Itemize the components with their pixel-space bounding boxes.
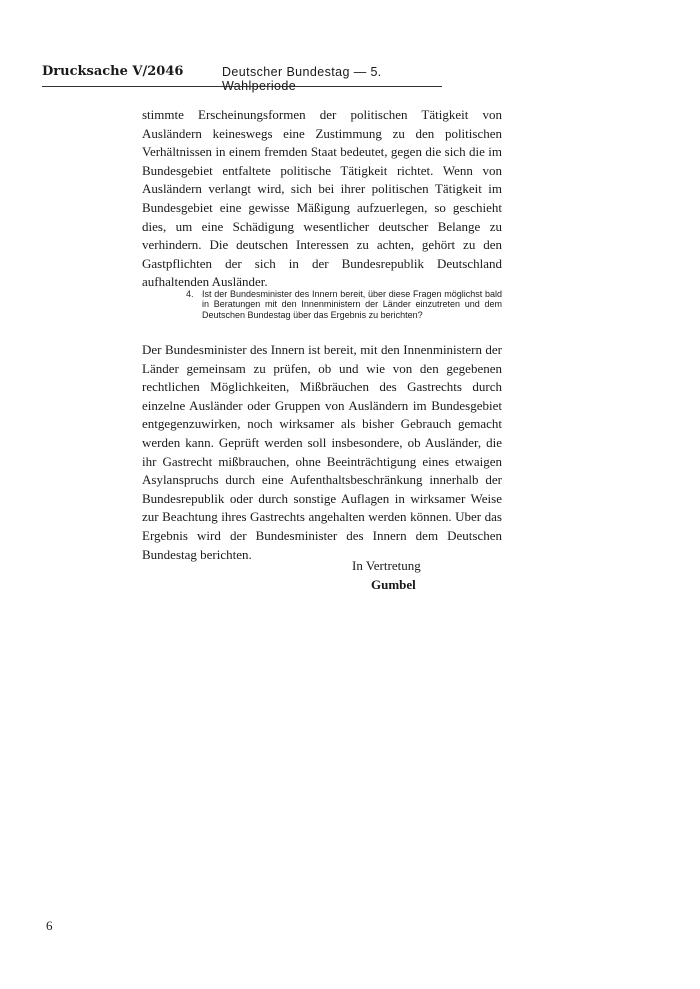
document-number: Drucksache V/2046 xyxy=(42,64,184,79)
closing-phrase: In Vertretung xyxy=(352,558,421,573)
question-number: 4. xyxy=(186,289,194,299)
question-text: Ist der Bundesminister des Innern bereit, über diese Fragen möglichst bald in Beratungen mit den Innenministern der Länder einzutreten und dem Deutschen Bundestag über das Ergebnis zu berichten? xyxy=(202,289,502,320)
page-number: 6 xyxy=(46,918,53,933)
running-title: Deutscher Bundestag — 5. Wahlperiode xyxy=(222,65,382,93)
signatory-name: Gumbel xyxy=(371,577,416,592)
page-header xyxy=(42,64,442,93)
paragraph-continuation: stimmte Erscheinungsformen der politischen Tätigkeit von Ausländern keineswegs eine Zustimmung zu den politischen Verhältnissen in einem fremden Staat bedeutet, gegen die sich die im Bundesgebiet entfaltete politische Tätigkeit richtet. Wenn von Ausländern verlangt wird, sich bei ihrer politischen Tätigkeit im Bundesgebiet eine gewisse Mäßigung aufzuerlegen, so geschieht dies, um eine Schädigung wesentlicher deutscher Belange zu verhindern. Die deutschen Interessen zu achten, gehört zu den Gastpflichten der sich in der Bundesrepublik Deutschland aufhaltenden Ausländer. xyxy=(142,107,502,290)
answer-paragraph: Der Bundesminister des Innern ist bereit, mit den Innenministern der Länder gemeinsam zu prüfen, ob und wie von den gegebenen rechtlichen Möglichkeiten, Mißbräuchen des Gastrechts durch einzelne Ausländer oder Gruppen von Ausländern im Bundesgebiet entgegenzuwirken, noch wirksamer als bisher Gebrauch gemacht werden kann. Geprüft werden soll insbesondere, ob Ausländer, die ihr Gastrecht mißbrauchen, ohne Beeinträchtigung eines etwaigen Asylanspruchs durch eine Aufenthaltsbeschränkung innerhalb der Bundesrepublik oder durch sonstige Auflagen in wirksamer Weise zur Beachtung ihres Gastrechts angehalten werden können. Uber das Ergebnis wird der Bundesminister des Innern dem Deutschen Bundestag berichten. xyxy=(142,342,502,562)
